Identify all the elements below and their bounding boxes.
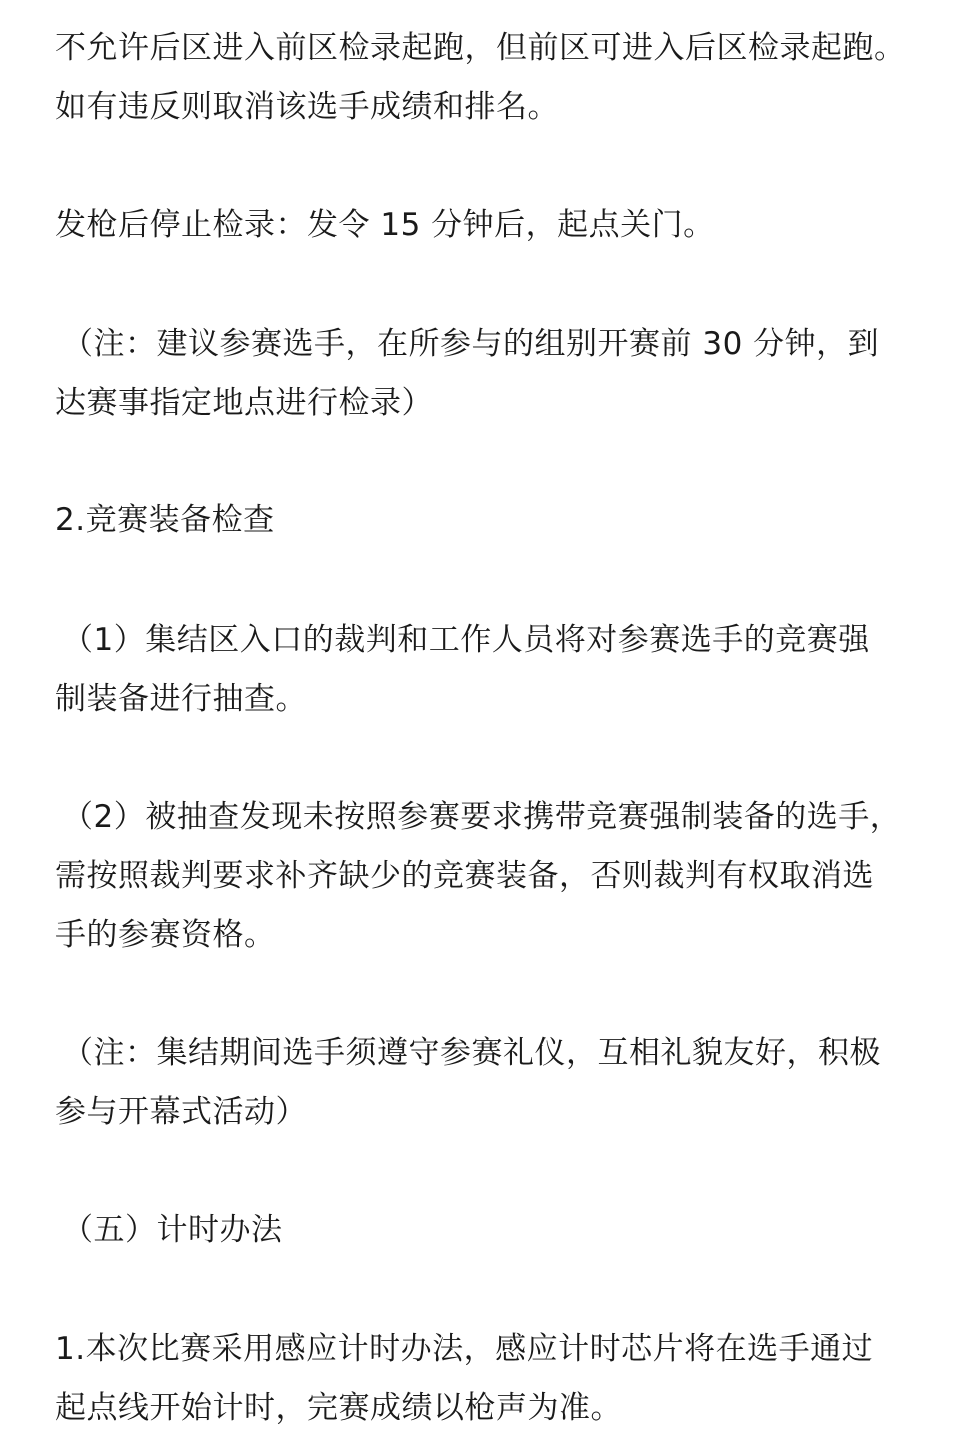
text-line: 起点线开始计时，完赛成绩以枪声为准。	[55, 1390, 622, 1426]
section-heading: 2.竞赛装备检查	[55, 502, 275, 538]
text-line: 发枪后停止检录：发令 15 分钟后，起点关门。	[55, 207, 715, 243]
section-heading: （五）计时办法	[62, 1212, 283, 1248]
text-line: 手的参赛资格。	[55, 917, 276, 953]
text-line: 达赛事指定地点进行检录）	[55, 385, 433, 421]
text-line: 不允许后区进入前区检录起跑，但前区可进入后区检录起跑。	[55, 30, 906, 66]
text-line: 1.本次比赛采用感应计时办法，感应计时芯片将在选手通过	[55, 1331, 874, 1367]
text-line: 如有违反则取消该选手成绩和排名。	[55, 89, 559, 125]
text-line: （注：建议参赛选手，在所参与的组别开赛前 30 分钟，到	[62, 326, 880, 362]
text-line: 制装备进行抽查。	[55, 681, 307, 717]
text-line: （2）被抽查发现未按照参赛要求携带竞赛强制装备的选手，	[62, 799, 902, 835]
text-line: （注：集结期间选手须遵守参赛礼仪，互相礼貌友好，积极	[62, 1035, 881, 1071]
text-line: 需按照裁判要求补齐缺少的竞赛装备，否则裁判有权取消选	[55, 858, 874, 894]
text-line: （1）集结区入口的裁判和工作人员将对参赛选手的竞赛强	[62, 622, 870, 658]
text-line: 参与开幕式活动）	[55, 1094, 307, 1130]
